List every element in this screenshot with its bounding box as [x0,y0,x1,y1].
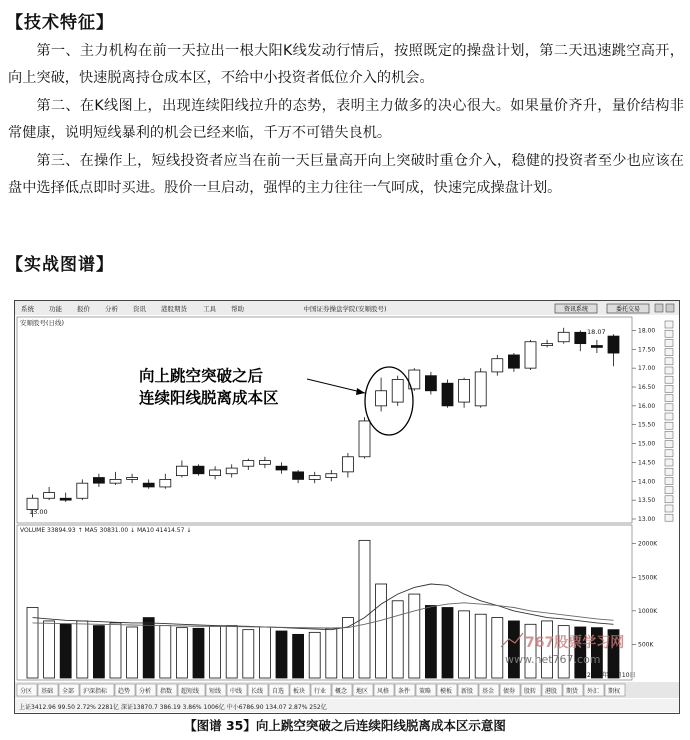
volume-bar [60,624,71,678]
high-price-marker: 18.07 [587,328,606,336]
bottom-tab-label: 超短线 [181,688,200,695]
volume-bar [44,621,55,678]
price-tick-label: 13.50 [638,497,656,505]
toolbar-tool-icon[interactable] [665,422,673,429]
window-title: 中国证券操盘学院(安顺股号) [303,305,387,313]
volume-bar [475,614,486,678]
candle-body-up [558,332,569,341]
close-icon[interactable] [666,304,674,312]
paragraph-2: 第二、在K线图上，出现连续阳线拉升的态势，表明主力做多的决心很大。如果量价齐升，量价结构非常健康，说明短线暴利的机会已经来临，千万不可错失良机。 [8,98,684,141]
price-panel [17,317,632,523]
candle-body-up [342,457,353,472]
bottom-tab-label: 趋势 [118,688,131,695]
candlestick [193,464,204,475]
toolbar-tool-icon[interactable] [665,358,673,365]
volume-tick-label: 1000K [638,607,658,615]
candle-body-up [110,479,121,483]
candle-body-up [127,478,138,480]
toolbar-tool-icon[interactable] [665,496,673,503]
candle-body-up [226,468,237,474]
toolbar-tool-icon[interactable] [665,367,673,374]
bottom-tab-label: 板块 [293,688,306,695]
trade-label: 委托交易 [615,306,641,313]
price-tick-label: 16.00 [638,402,656,410]
volume-bar [409,594,420,678]
toolbar-tool-icon[interactable] [665,395,673,402]
candle-body-up [160,479,171,487]
candle-body-down [591,346,602,348]
annotation-line-1: 向上跳空突破之后 [139,367,264,385]
candle-body-down [276,466,287,470]
bottom-tab-label: 港股 [545,688,558,695]
candle-body-down [442,383,453,406]
candlestick [392,376,403,406]
candle-body-down [608,336,619,353]
watermark-brand: 767股票学习网 [525,635,625,651]
chart-canvas [15,301,679,713]
candlestick [525,340,536,370]
volume-bar [77,621,88,678]
candle-body-up [259,461,270,465]
price-tick-label: 17.50 [638,346,656,354]
volume-bar [442,608,453,679]
volume-bar [425,605,436,678]
bottom-tab-label: 期货 [566,688,579,695]
paragraph-1: 第一、主力机构在前一天拉出一根大阳K线发动行情后，按照既定的操盘计划，第二天迅速跳空高开，向上突破，快速脱离持仓成本区，不给中小投资者低位介入的机会。 [8,43,684,86]
volume-bar [508,621,519,678]
toolbar-tool-icon[interactable] [665,376,673,383]
bottom-tab-label: 模板 [440,688,453,695]
paragraph-3: 第三、在操作上，短线投资者应当在前一天巨量高开向上突破时重仓介入，稳健的投资者至少也应该在盘中选择低点即时买进。股价一旦启动，强悍的主力往往一气呵成，快速完成操盘计划。 [8,153,684,196]
menu-item[interactable]: 分析 [105,305,118,313]
candlestick [475,368,486,408]
volume-bar [243,630,254,678]
toolbar-tool-icon[interactable] [665,441,673,448]
candle-body-up [475,372,486,406]
bottom-tab-label: 期权 [608,688,621,695]
candle-body-up [77,483,88,498]
right-toolbar[interactable] [665,321,673,521]
candle-body-down [93,478,104,484]
bottom-tab-label: 新股 [461,688,474,695]
candle-body-up [392,379,403,402]
annotation-line-2: 连续阳线脱离成本区 [139,389,279,407]
bottom-tab-label: 地区 [356,688,369,695]
bottom-tab-label: 指数 [160,688,173,695]
volume-bar [293,634,304,678]
volume-bar [376,584,387,678]
candle-body-up [542,344,553,346]
toolbar-tool-icon[interactable] [665,385,673,392]
volume-tick-label: 2000K [638,540,658,548]
bottom-tab-label: 沪深指标 [83,688,108,695]
volume-label: VOLUME 33894.93 ↑ MA5 30831.00 ↓ MA10 41414.57 ↓ [20,527,192,534]
price-tick-label: 14.00 [638,478,656,486]
menu-item[interactable]: 资讯 [133,305,146,313]
toolbar-tool-icon[interactable] [665,459,673,466]
menu-item[interactable]: 报价 [77,305,90,313]
candle-body-up [309,476,320,480]
bottom-tab-label: 概念 [335,688,348,695]
menu-item[interactable]: 港股期货 [161,305,187,313]
watermark-url: www.net767.com [505,653,601,666]
candle-body-down [575,332,586,343]
volume-bar [459,611,470,678]
candle-body-up [376,391,387,406]
bottom-tab-label: 自选 [272,688,285,695]
volume-tick-label: 500K [638,641,654,649]
bottom-tab-label: 长线 [251,688,264,695]
toolbar-tool-icon[interactable] [665,487,673,494]
stock-chart-screenshot [14,300,680,714]
bottom-tab-label: 行业 [314,688,327,695]
candle-body-down [60,498,71,500]
section-heading-practical-chart: 【实战图谱】 [6,255,114,275]
toolbar-tool-icon[interactable] [665,339,673,346]
bottom-tab-label: 全部 [62,688,75,695]
candle-body-up [492,359,503,372]
price-tick-label: 14.50 [638,459,656,467]
bottom-tab-label: 债券 [503,688,516,695]
bottom-tab-label: 条件 [398,688,411,695]
volume-bar [127,627,138,678]
toolbar-tool-icon[interactable] [665,505,673,512]
candlestick [359,417,370,458]
menu-item[interactable]: 帮助 [231,305,244,313]
candle-body-down [193,466,204,474]
bottom-tab-label: 短线 [209,688,222,695]
candle-body-down [143,483,154,487]
candle-body-up [176,466,187,475]
price-tick-label: 17.00 [638,365,656,373]
bottom-tab-label: 分析 [139,688,152,695]
bottom-tab-label: 策略 [419,688,432,695]
candle-body-up [525,342,536,368]
volume-bar [558,626,569,678]
status-bar-text: 上证3412.96 99.50 2.72% 2281亿 深证13870.7 386.19 3.86% 1006亿 中小6786.90 134.07 2.87% 252亿 [19,704,327,711]
volume-bar [259,627,270,678]
toolbar-tool-icon[interactable] [665,468,673,475]
candle-body-up [44,493,55,499]
price-tick-label: 15.00 [638,440,656,448]
candle-body-up [459,379,470,402]
volume-bar [160,626,171,678]
bottom-tab-label: 风格 [377,688,390,695]
candle-body-up [210,470,221,476]
bottom-tab-label: 基础 [41,688,54,695]
menu-item[interactable]: 功能 [49,305,62,313]
bottom-tab-label: 中线 [230,688,243,695]
toolbar-tool-icon[interactable] [665,349,673,356]
toolbar-tool-icon[interactable] [665,431,673,438]
volume-bar [525,624,536,678]
price-tick-label: 15.50 [638,421,656,429]
candle-body-up [326,474,337,478]
candlestick [425,372,436,395]
volume-bar [110,623,121,678]
toolbar-tool-icon[interactable] [665,330,673,337]
figure-caption: 【图谱 35】向上跳空突破之后连续阳线脱离成本区示意图 [184,718,506,733]
toolbar-tool-icon[interactable] [665,404,673,411]
bottom-tab-label: 股转 [524,688,537,695]
price-tick-label: 13.00 [638,516,656,523]
candlestick [442,379,453,407]
toolbar-tool-icon[interactable] [665,413,673,420]
candle-body-up [359,421,370,457]
toolbar-tool-icon[interactable] [665,321,673,328]
date-label: 2008年06月10日 [587,672,636,679]
menu-item[interactable]: 系统 [21,305,34,313]
menu-item[interactable]: 工具 [203,305,216,313]
volume-bar [226,626,237,678]
bottom-tab-label: 分区 [20,688,33,695]
candle-body-up [243,461,254,467]
minimize-icon[interactable] [655,304,663,312]
toolbar-tool-icon[interactable] [665,450,673,457]
volume-bar [176,628,187,678]
volume-bar [326,628,337,678]
candle-body-down [293,472,304,480]
low-price-marker: 13.00 [29,508,48,516]
bottom-tab-label: 基金 [482,688,495,695]
candle-body-down [508,355,519,368]
volume-bar [93,626,104,678]
volume-bar [392,601,403,678]
bottom-tab-label: 外汇 [587,688,600,695]
volume-bar [492,618,503,678]
volume-bar [309,632,320,678]
volume-bar [276,631,287,678]
price-tick-label: 18.00 [638,327,656,335]
volume-bar [143,618,154,678]
stock-label: 安顺股号(日线) [20,319,65,327]
volume-bar [210,626,221,678]
toolbar-tool-icon[interactable] [665,477,673,484]
info-system-label: 资讯系统 [563,306,589,313]
price-tick-label: 16.50 [638,384,656,391]
volume-bar [193,628,204,678]
toolbar-tool-icon[interactable] [665,514,673,521]
candle-body-down [425,376,436,391]
volume-bar [359,540,370,678]
section-heading-technical-features: 【技术特征】 [6,13,114,33]
volume-tick-label: 1500K [638,574,658,582]
